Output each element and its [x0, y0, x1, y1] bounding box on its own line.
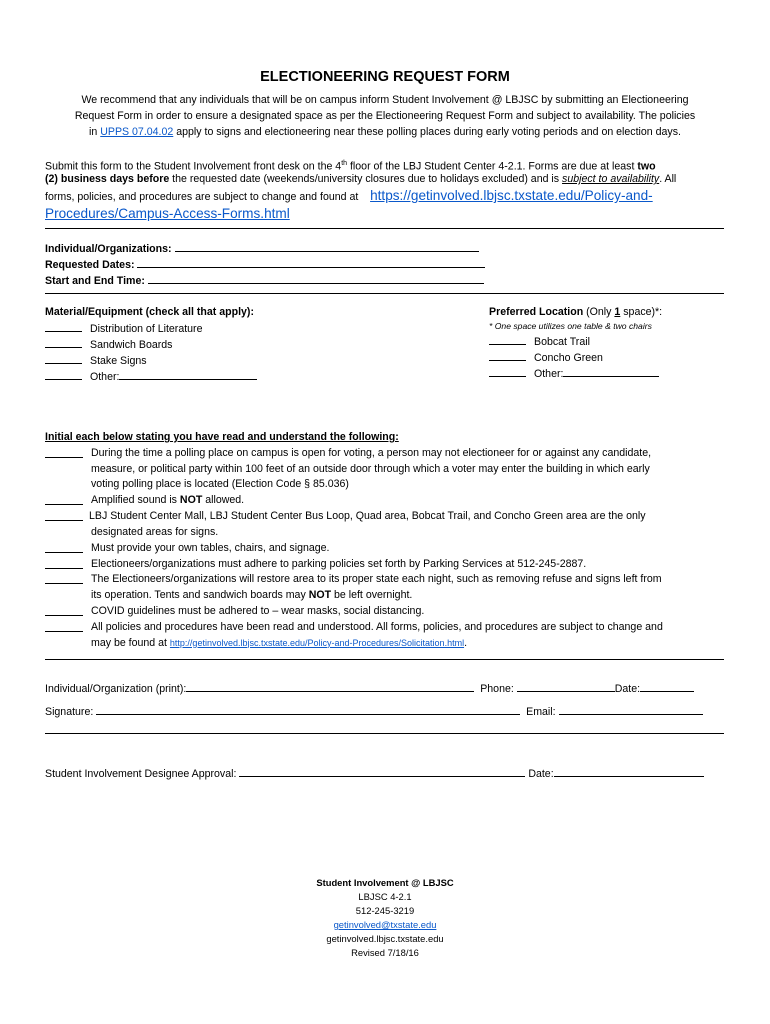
location-check-1[interactable] — [489, 334, 526, 345]
location-item — [489, 334, 590, 348]
initial-text: voting polling place is located (Election Code § 85.036) — [91, 478, 349, 491]
footer-site: getinvolved.lbjsc.txstate.edu — [326, 933, 444, 944]
initial-item-4 — [45, 541, 730, 557]
initial-text-bold: NOT — [179, 494, 203, 506]
approval-field[interactable] — [239, 765, 525, 777]
approval-date-label: Date: — [528, 768, 554, 780]
initial-field-3[interactable] — [45, 509, 83, 521]
initial-text-pre: its operation. Tents and sandwich boards may — [91, 588, 309, 601]
location-heading — [489, 305, 662, 321]
material-label: Sandwich Boards — [90, 339, 173, 351]
material-item — [45, 353, 147, 367]
initial-text: COVID guidelines must be adhered to – wear masks, social distancing. — [91, 605, 425, 617]
initial-text: All policies and procedures have been read and understood. All forms, policies, and procedures are subject to change and — [91, 621, 663, 633]
location-heading-bold: Preferred Location — [489, 306, 584, 318]
email-label: Email: — [526, 706, 556, 718]
initial-text-pre: Amplified sound is — [91, 494, 180, 506]
initial-text-bold: NOT — [308, 588, 332, 601]
submit-line-4 — [45, 205, 290, 223]
time-field[interactable] — [148, 272, 484, 284]
org-print-field[interactable] — [186, 680, 474, 692]
material-check-2[interactable] — [45, 337, 82, 348]
initial-text: designated areas for signs. — [91, 525, 219, 538]
initial-text: Must provide your own tables, chairs, and signage. — [91, 542, 330, 554]
approval-row — [45, 765, 704, 783]
signature-field[interactable] — [96, 703, 520, 715]
material-check-3[interactable] — [45, 353, 82, 364]
intro-line-3-post: apply to signs and electioneering near these polling places during early voting periods and on election days. — [176, 126, 681, 138]
approval-date-field[interactable] — [554, 765, 704, 777]
dates-field[interactable] — [137, 256, 485, 268]
initial-text-post: be left overnight. — [331, 588, 413, 601]
initial-text-post: allowed. — [202, 494, 245, 506]
intro-line-1: We recommend that any individuals that will be on campus inform Student Involvement @ LBJSC by submitting an Electioneering — [81, 94, 689, 106]
time-row — [45, 272, 484, 290]
initial-field-8[interactable] — [45, 620, 83, 632]
initial-item-5 — [45, 557, 730, 573]
initial-text — [91, 588, 730, 604]
individual-field[interactable] — [175, 240, 479, 252]
initial-field-6[interactable] — [45, 572, 83, 584]
policy-url-part-2[interactable]: Procedures/Campus-Access-Forms.html — [45, 206, 290, 221]
material-other-field[interactable] — [119, 369, 257, 380]
initial-item-7 — [45, 604, 730, 620]
intro-line-2: Request Form in order to ensure a designated space as per the Electioneering Request Form and subject to availability. The policies — [74, 110, 696, 122]
location-heading-end: space)*: — [620, 306, 663, 318]
initial-field-1[interactable] — [45, 446, 83, 458]
submit-line-2-end: . All — [659, 173, 677, 185]
org-print-row — [45, 680, 694, 698]
material-item — [45, 369, 257, 383]
footer-email-row — [0, 918, 770, 932]
submit-line-3-text: forms, policies, and procedures are subject to change and found at — [45, 191, 359, 203]
submit-line-1-a: Submit this form to the Student Involvement front desk on the 4 — [45, 160, 342, 173]
initial-field-4[interactable] — [45, 541, 83, 553]
location-label: Bobcat Trail — [534, 336, 590, 348]
location-label: Other: — [534, 368, 564, 380]
submit-line-1-bold: two — [637, 160, 656, 173]
approval-label: Student Involvement Designee Approval: — [45, 768, 237, 780]
phone-label: Phone: — [480, 683, 514, 695]
initial-text — [91, 493, 730, 509]
initial-item-2 — [45, 493, 730, 509]
dates-row — [45, 256, 485, 274]
material-label: Stake Signs — [90, 355, 147, 367]
submit-line-2-bold: (2) business days before — [45, 173, 170, 185]
divider-3 — [45, 659, 724, 660]
footer-room: LBJSC 4-2.1 — [358, 891, 412, 902]
time-label: Start and End Time: — [45, 275, 145, 287]
location-item — [489, 366, 659, 380]
location-item — [489, 350, 603, 364]
submit-line-1-sup: th — [341, 160, 348, 167]
intro-line-3-pre: in — [89, 126, 98, 138]
initial-item-8 — [45, 620, 730, 651]
material-check-4[interactable] — [45, 369, 82, 380]
location-check-2[interactable] — [489, 350, 526, 361]
dates-label: Requested Dates: — [45, 259, 135, 271]
initials-heading: Initial each below stating you have read and understand the following: — [45, 431, 399, 443]
initial-item-3 — [45, 509, 730, 540]
policy-url-part-1[interactable]: https://getinvolved.lbjsc.txstate.edu/Policy-and- — [370, 188, 653, 203]
submit-line-2-mid: the requested date (weekends/university closures due to holidays excluded) and is — [169, 173, 563, 185]
footer-email-link[interactable]: getinvolved@txstate.edu — [333, 919, 437, 930]
location-other-field[interactable] — [563, 366, 659, 377]
phone-field[interactable] — [517, 680, 615, 692]
intro-line-3 — [0, 124, 770, 140]
initial-text: LBJ Student Center Mall, LBJ Student Center Bus Loop, Quad area, Bobcat Trail, and Concho Green area are the only — [89, 510, 646, 522]
email-field[interactable] — [559, 703, 703, 715]
submit-line-2-availability: subject to availability — [562, 173, 660, 185]
initial-field-7[interactable] — [45, 604, 83, 616]
initial-item-1 — [45, 446, 730, 493]
submit-line-2 — [45, 172, 676, 188]
individual-row — [45, 240, 479, 258]
material-item — [45, 337, 172, 351]
footer-org: Student Involvement @ LBJSC — [316, 877, 454, 888]
initial-item-6 — [45, 572, 730, 603]
initial-text-post: . — [464, 636, 468, 649]
date-field[interactable] — [640, 680, 694, 692]
material-label: Distribution of Literature — [90, 323, 203, 335]
material-item — [45, 321, 202, 335]
location-note: * One space utilizes one table & two chairs — [489, 321, 652, 331]
initial-text — [91, 636, 730, 652]
divider-2 — [45, 293, 724, 294]
initial-field-5[interactable] — [45, 557, 83, 569]
location-heading-only: (Only — [583, 306, 615, 318]
submit-line-3 — [45, 188, 653, 206]
initial-field-2[interactable] — [45, 493, 83, 505]
footer-phone: 512-245-3219 — [355, 905, 415, 916]
material-check-1[interactable] — [45, 321, 82, 332]
location-check-3[interactable] — [489, 366, 526, 377]
form-title: ELECTIONEERING REQUEST FORM — [260, 69, 510, 85]
signature-row — [45, 703, 703, 721]
divider-4 — [45, 733, 724, 734]
date-label: Date: — [614, 683, 641, 695]
divider-1 — [45, 228, 724, 229]
org-print-label: Individual/Organization (print): — [45, 683, 187, 695]
initial-text: measure, or political party within 100 feet of an outside door through which a voter may enter the building in which early — [91, 462, 650, 475]
location-label: Concho Green — [534, 352, 603, 364]
footer-revised: Revised 7/18/16 — [351, 947, 419, 958]
location-heading-num: 1 — [614, 306, 621, 318]
solicitation-link[interactable]: http://getinvolved.lbjsc.txstate.edu/Policy-and-Procedures/Solicitation.html — [169, 637, 465, 648]
material-label: Other: — [90, 371, 120, 383]
individual-label: Individual/Organizations: — [45, 243, 172, 255]
initial-text: During the time a polling place on campus is open for voting, a person may not electioneer for or against any candidate, — [91, 447, 652, 459]
initial-text-pre: may be found at — [91, 636, 170, 649]
signature-label: Signature: — [45, 706, 94, 718]
submit-line-1-b: floor of the LBJ Student Center 4-2.1. Forms are due at least — [347, 160, 638, 173]
initial-text: Electioneers/organizations must adhere to parking policies set forth by Parking Services at 512-245-2887. — [91, 558, 587, 570]
upps-link[interactable]: UPPS 07.04.02 — [100, 126, 174, 138]
initial-text: The Electioneers/organizations will restore area to its proper state each night, such as removing refuse and signs left from — [91, 573, 662, 585]
materials-heading: Material/Equipment (check all that apply): — [45, 306, 254, 318]
